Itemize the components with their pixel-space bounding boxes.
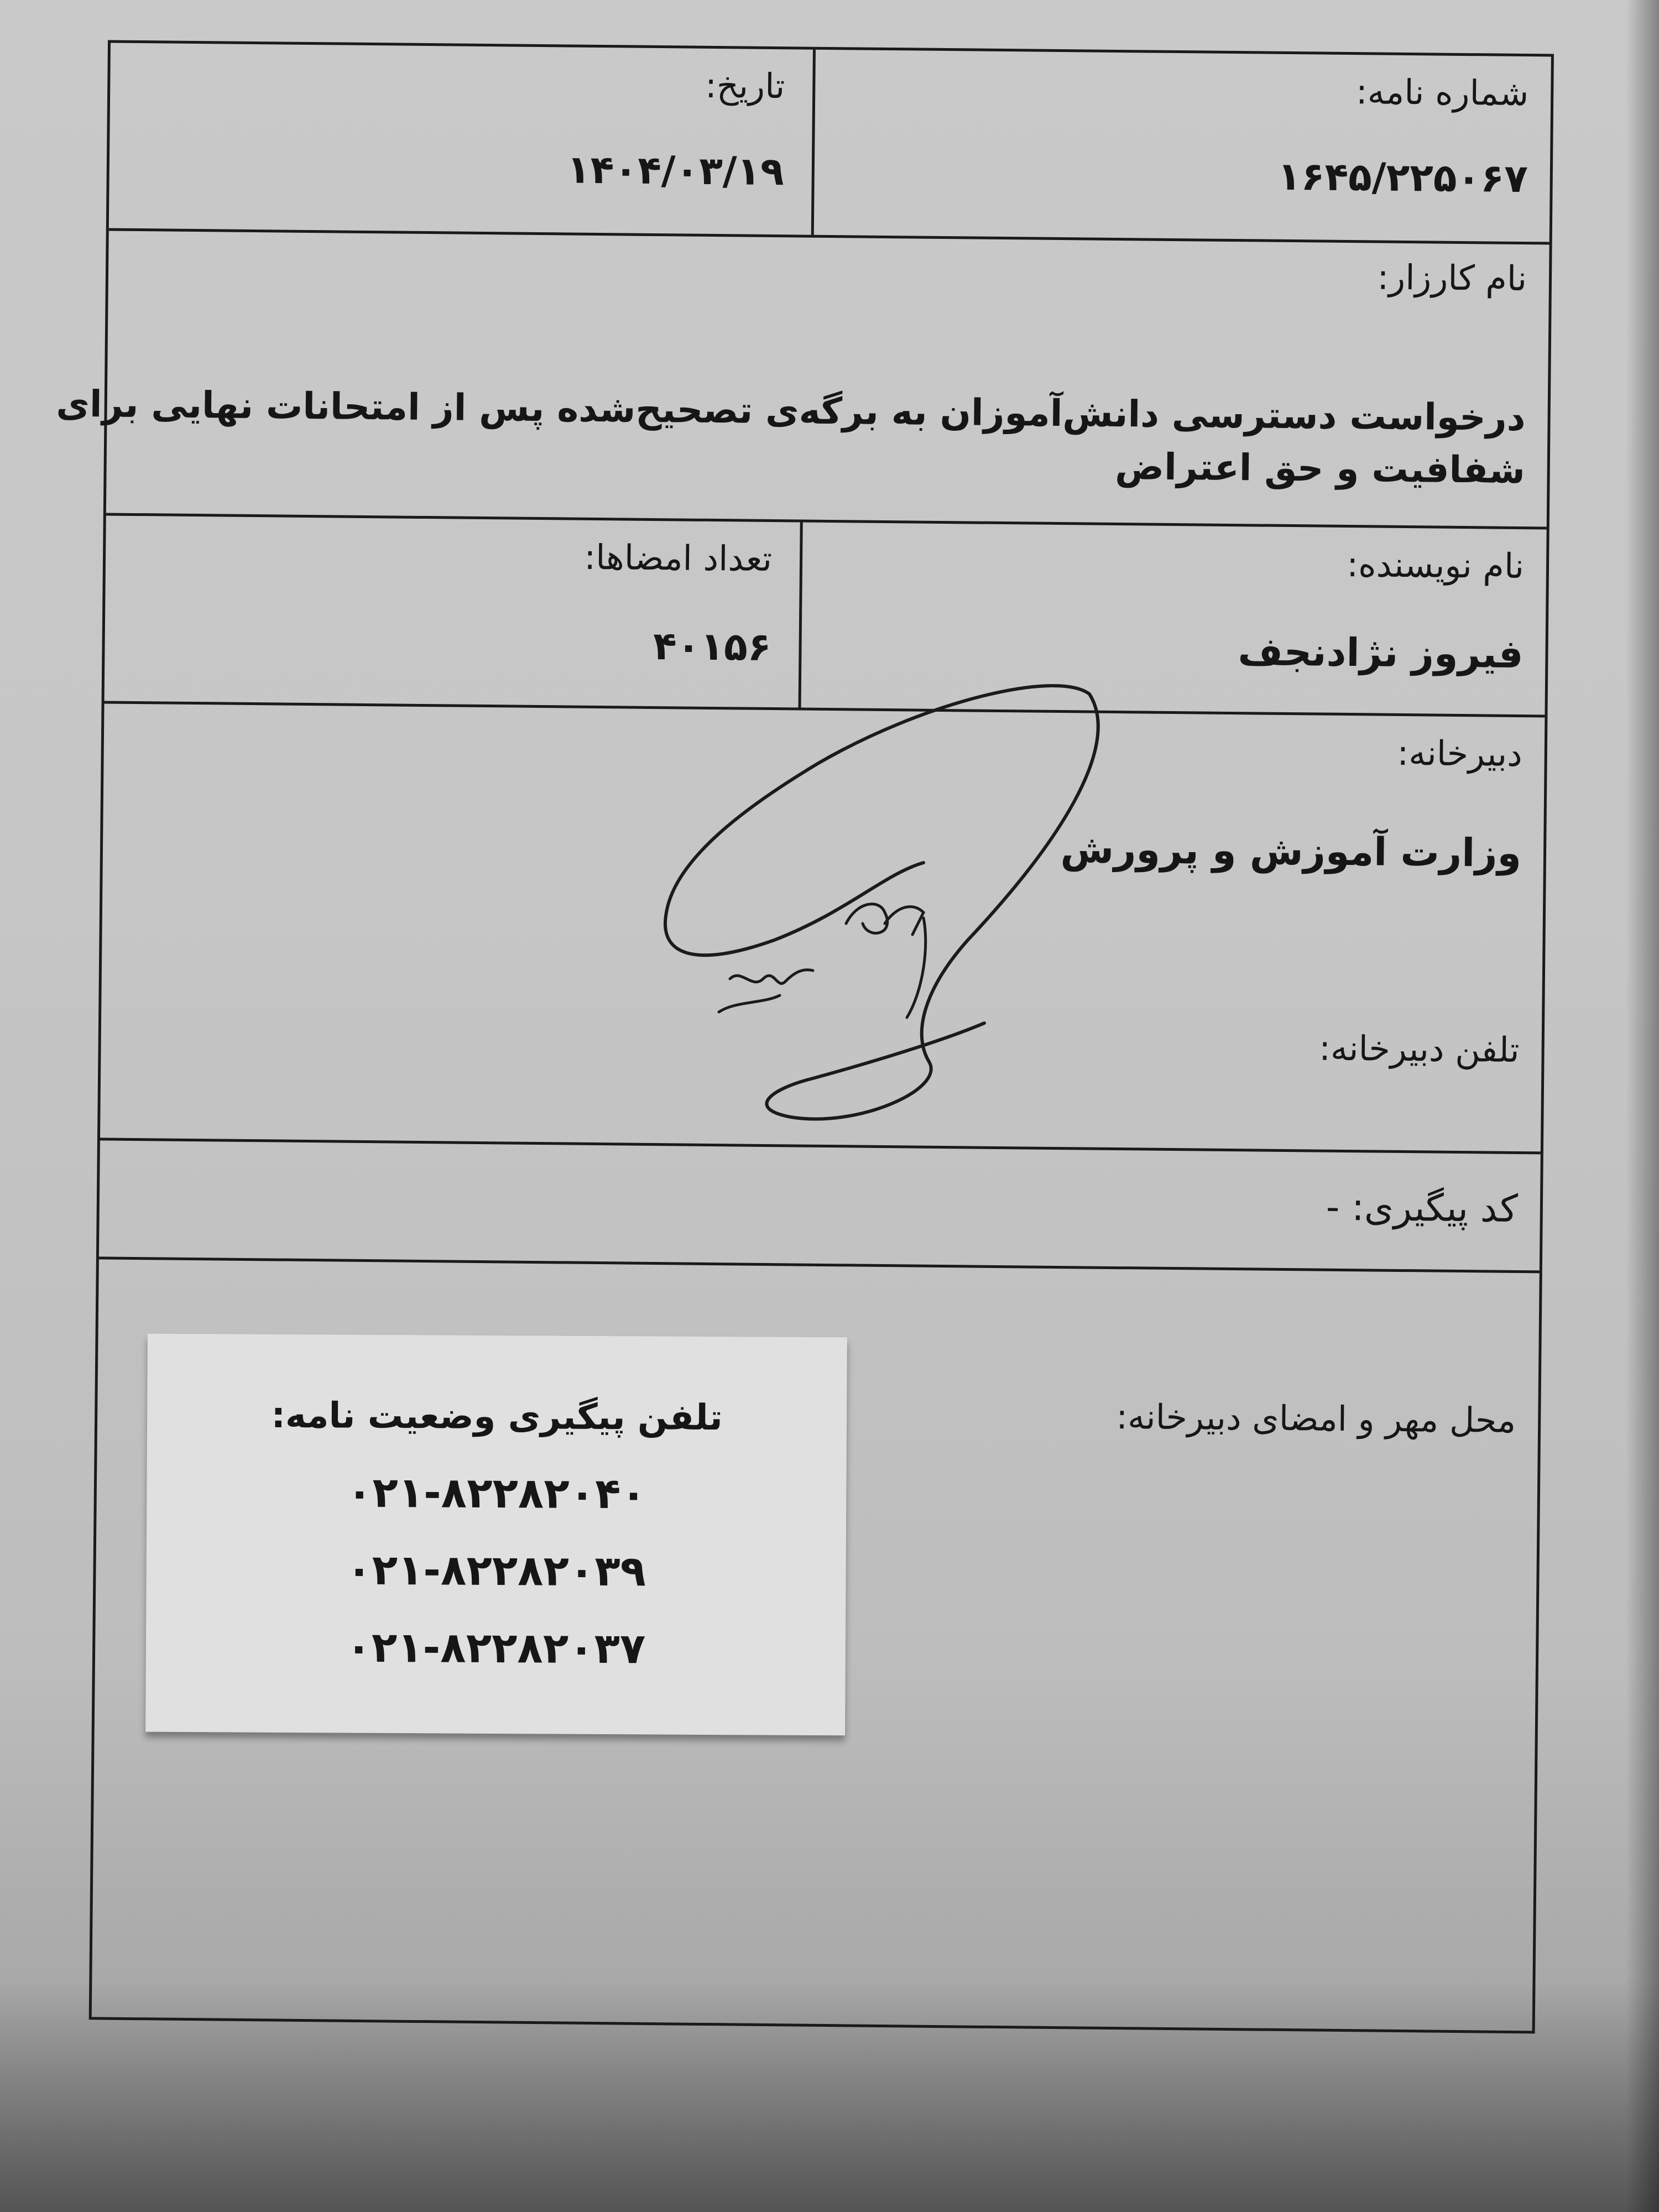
sticky-note-phone-2: ۰۲۱-۸۲۲۸۲۰۳۹	[346, 1545, 646, 1596]
handwritten-signature	[636, 680, 1134, 1150]
letter-number-value: ۱۶۴۵/۲۲۵۰۶۷	[1277, 153, 1528, 202]
date-value: ۱۴۰۴/۰۳/۱۹	[566, 147, 785, 195]
paper-edge-shadow	[1626, 0, 1659, 2212]
row-letter-number-date	[109, 43, 1551, 244]
secretariat-phone-label: تلفن دبیرخانه:	[1318, 1027, 1520, 1071]
campaign-title-line2: شفافیت و حق اعتراض	[1115, 445, 1526, 492]
secretariat-label: دبیرخانه:	[1397, 732, 1523, 775]
sticky-note	[145, 1334, 847, 1736]
campaign-label: نام کارزار:	[1377, 257, 1527, 299]
letter-number-label: شماره نامه:	[1355, 71, 1529, 114]
signatures-count-label: تعداد امضاها:	[583, 536, 773, 580]
sticky-note-title: تلفن پیگیری وضعیت نامه:	[271, 1395, 723, 1439]
author-value: فیروز نژادنجف	[1238, 629, 1524, 677]
tracking-code-value: -	[1326, 1185, 1340, 1229]
sticky-note-phone-1: ۰۲۱-۸۲۲۸۲۰۴۰	[346, 1467, 647, 1519]
row-tracking-code	[99, 1140, 1541, 1273]
row-divider	[811, 50, 816, 235]
sticky-note-phone-3: ۰۲۱-۸۲۲۸۲۰۳۷	[346, 1622, 646, 1673]
campaign-title-line1: درخواست دسترسی دانش‌آموزان به برگه‌ی تصحیح‌شده پس از امتحانات نهایی برای	[56, 382, 1526, 440]
signatures-count-value: ۴۰۱۵۶	[653, 623, 771, 670]
tracking-code-label	[1326, 1186, 1518, 1231]
tracking-code-label-text: کد پیگیری:	[1351, 1186, 1519, 1232]
secretariat-value: وزارت آموزش و پرورش	[1060, 826, 1522, 877]
date-label: تاریخ:	[705, 65, 785, 107]
row-campaign	[56, 231, 1550, 529]
author-label: نام نویسنده:	[1346, 544, 1525, 587]
stamp-area-label: محل مهر و امضای دبیرخانه:	[1115, 1396, 1516, 1441]
